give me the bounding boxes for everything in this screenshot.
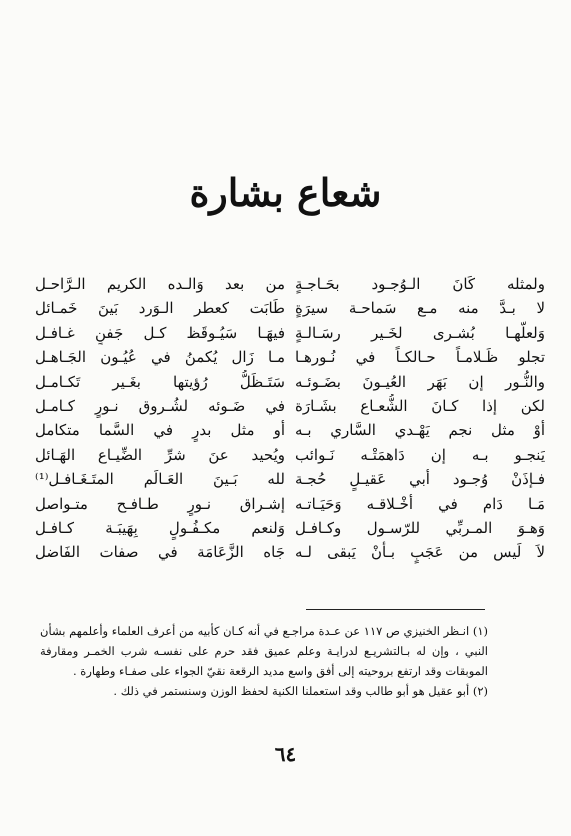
verse-line: طَابَت كعطر الـوَرد بَينَ خَمـائل — [35, 299, 285, 318]
page-number: ٦٤ — [274, 742, 297, 766]
verse-line: والنُّـور إن بَهَر العُيـونَ بضَـوئـه — [295, 372, 545, 391]
verse-line: ويُحيد عنَ شرِّ الضِّيـاع الهَـائل — [35, 445, 285, 464]
footnotes — [40, 621, 488, 701]
verse-line: فيهَـا سَيُـوقَظ كـل جَفنٍ غـافـل — [35, 323, 285, 342]
verse-line: لكن إذا كـانَ الشُّعـاع بشَـارَة — [295, 396, 545, 415]
verse-line: ولمثله كَانَ الـوُجـود بحَـاجـةٍ — [295, 275, 545, 293]
footnote-2: (٢) أبو عقيل هو أبو طالب وقد استعملنا الكنية لحفظ الوزن وسنستمر في ذلك . — [113, 684, 488, 698]
verse-line: وَلنعم مكـفُـولٍ بِهَيبَـة كـافـل — [35, 518, 285, 537]
verse-line: وَهـوَ المـربِّي للرّسـول وكـافـل — [295, 518, 545, 537]
verse-line: إشـراق نـورٍ طـافـح متـواصل — [35, 494, 285, 513]
verse-line: تجلو ظَـلامـاً حـالكـاً في نُـورهـا — [295, 348, 545, 367]
poem-right-column — [295, 272, 545, 565]
verse-line: وَلعلّهـا بُشـرى لخَـير رسَـالـةٍ — [295, 323, 545, 342]
verse-line: يَنجـو بـه إن دَاهمَتْـه نَـوائب — [295, 445, 545, 464]
verse-line: أوْ مثل نجم يَهْـدي السَّاري بـه — [295, 421, 545, 440]
footnote-1: (١) انـظر الخنيزي ص ١١٧ عن عـدة مراجـع في أنه كـان كأبيه من أعرف العلماء وأعلمهم بشأن النبي ، وإن له بـالتشريـع لدرايـة وعلم عميق فقد حرم على نفسـه شرب الخمـر ومقارفة الموبقات وقد ارتفع بروحيته إلى أفق واسع مديد الرقعة نقيّ الجواء على صفـاء وطهارة . — [40, 624, 488, 678]
footnote-divider — [306, 609, 485, 610]
verse-line: جَاه الزَّعَامَة في صفات الفَاضل — [35, 543, 285, 562]
verse-line: لا بـدَّ منه مـع سَماحـة سيرَةٍ — [295, 299, 545, 318]
verse-line: لاَ لَيس من عَجَبٍ بـأنْ يَبقى لـه — [295, 543, 545, 562]
verse-line: مـا زَال يُكمنُ في عُيُـون الجَـاهـل — [35, 348, 285, 367]
verse-line: سَتَـظَلُّ رُؤيتها بغَـير تَكـامـل — [35, 372, 285, 391]
poem-title: شعاع بشارة — [189, 170, 382, 215]
verse-line: في ضَـوئه لشُـروق نـورٍ كـامـل — [35, 396, 285, 415]
poem-left-column — [35, 272, 285, 565]
verse-line: مَـا دَام في أخْـلاقـه وَحَيَـاتـه — [295, 494, 545, 513]
verse-line: أو مثل بدرٍ في السَّما متكامل — [35, 421, 285, 440]
verse-line: من بعد وَالـده الكريم الـرَّاحـل — [35, 275, 285, 293]
verse-line: لله بَـينَ العَـالَم المتَـغَـافـل⁽¹⁾ — [35, 470, 285, 489]
verse-line: فـإذَنْ وُجـود أبي عَقيـلٍ حُجـة — [295, 470, 545, 489]
